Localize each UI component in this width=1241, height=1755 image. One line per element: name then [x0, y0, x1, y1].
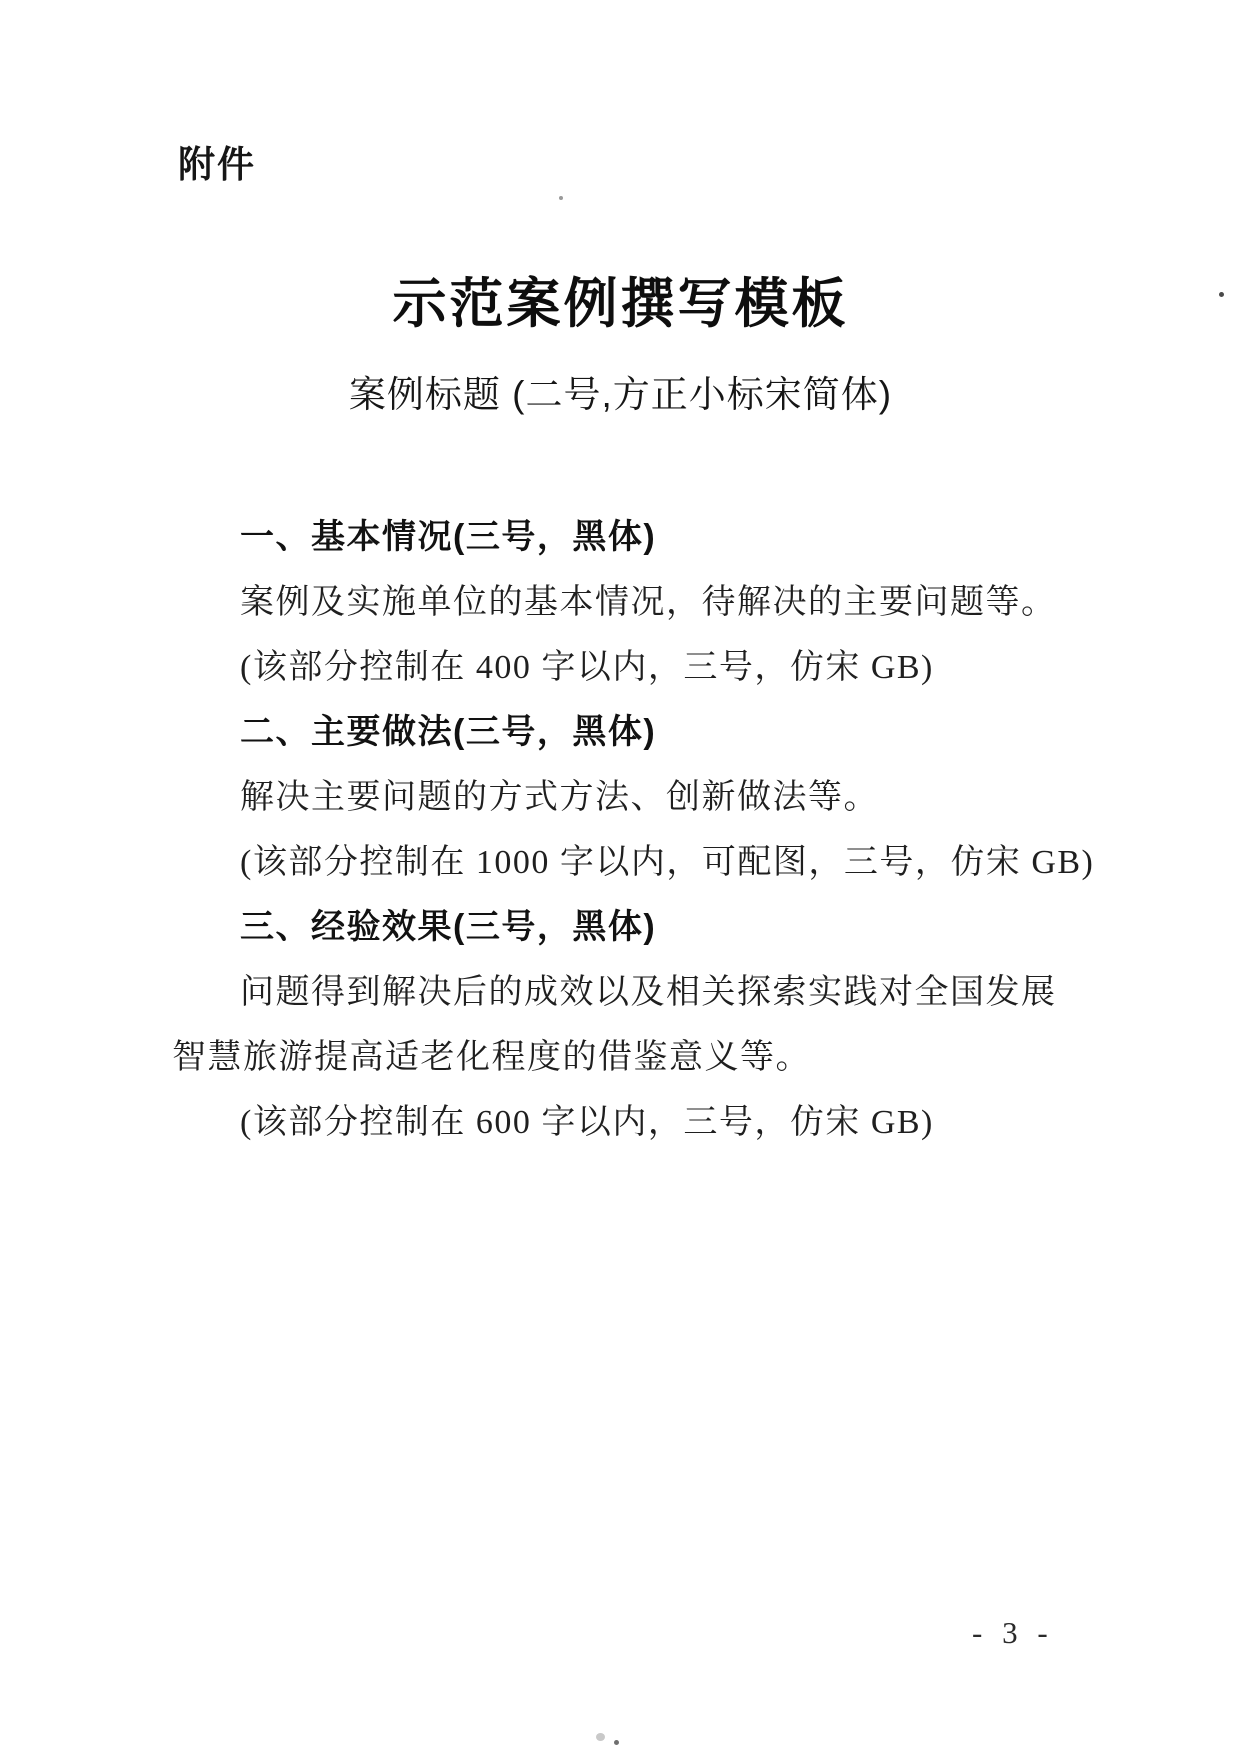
section-basic-situation [172, 505, 1072, 700]
scan-speck [559, 196, 563, 200]
document-title: 示范案例撰写模板 [392, 274, 849, 334]
section-experience-results [172, 895, 1072, 1155]
scan-speck [1219, 292, 1224, 297]
section-note: (该部分控制在 1000 字以内，可配图，三号，仿宋 GB) [240, 844, 1095, 881]
page-number: - 3 - [972, 1615, 1054, 1650]
section-heading: 三、经验效果(三号，黑体) [240, 908, 657, 946]
section-paragraph-line: 智慧旅游提高适老化程度的借鉴意义等。 [172, 1039, 811, 1076]
attachment-label: 附件 [178, 144, 256, 185]
document-subtitle: 案例标题 (二号,方正小标宋简体) [348, 374, 893, 415]
section-note: (该部分控制在 400 字以内，三号，仿宋 GB) [240, 649, 934, 686]
scan-speck [614, 1740, 619, 1745]
section-note: (该部分控制在 600 字以内，三号，仿宋 GB) [240, 1104, 934, 1141]
section-heading: 二、主要做法(三号，黑体) [240, 713, 657, 751]
section-paragraph-line: 问题得到解决后的成效以及相关探索实践对全国发展 [240, 974, 1057, 1011]
scan-speck [596, 1733, 605, 1741]
section-paragraph-line: 解决主要问题的方式方法、创新做法等。 [240, 779, 879, 816]
section-heading: 一、基本情况(三号，黑体) [240, 518, 657, 556]
section-main-practices [172, 700, 1095, 895]
document-body [172, 505, 1095, 1155]
section-paragraph-line: 案例及实施单位的基本情况，待解决的主要问题等。 [240, 584, 1057, 621]
